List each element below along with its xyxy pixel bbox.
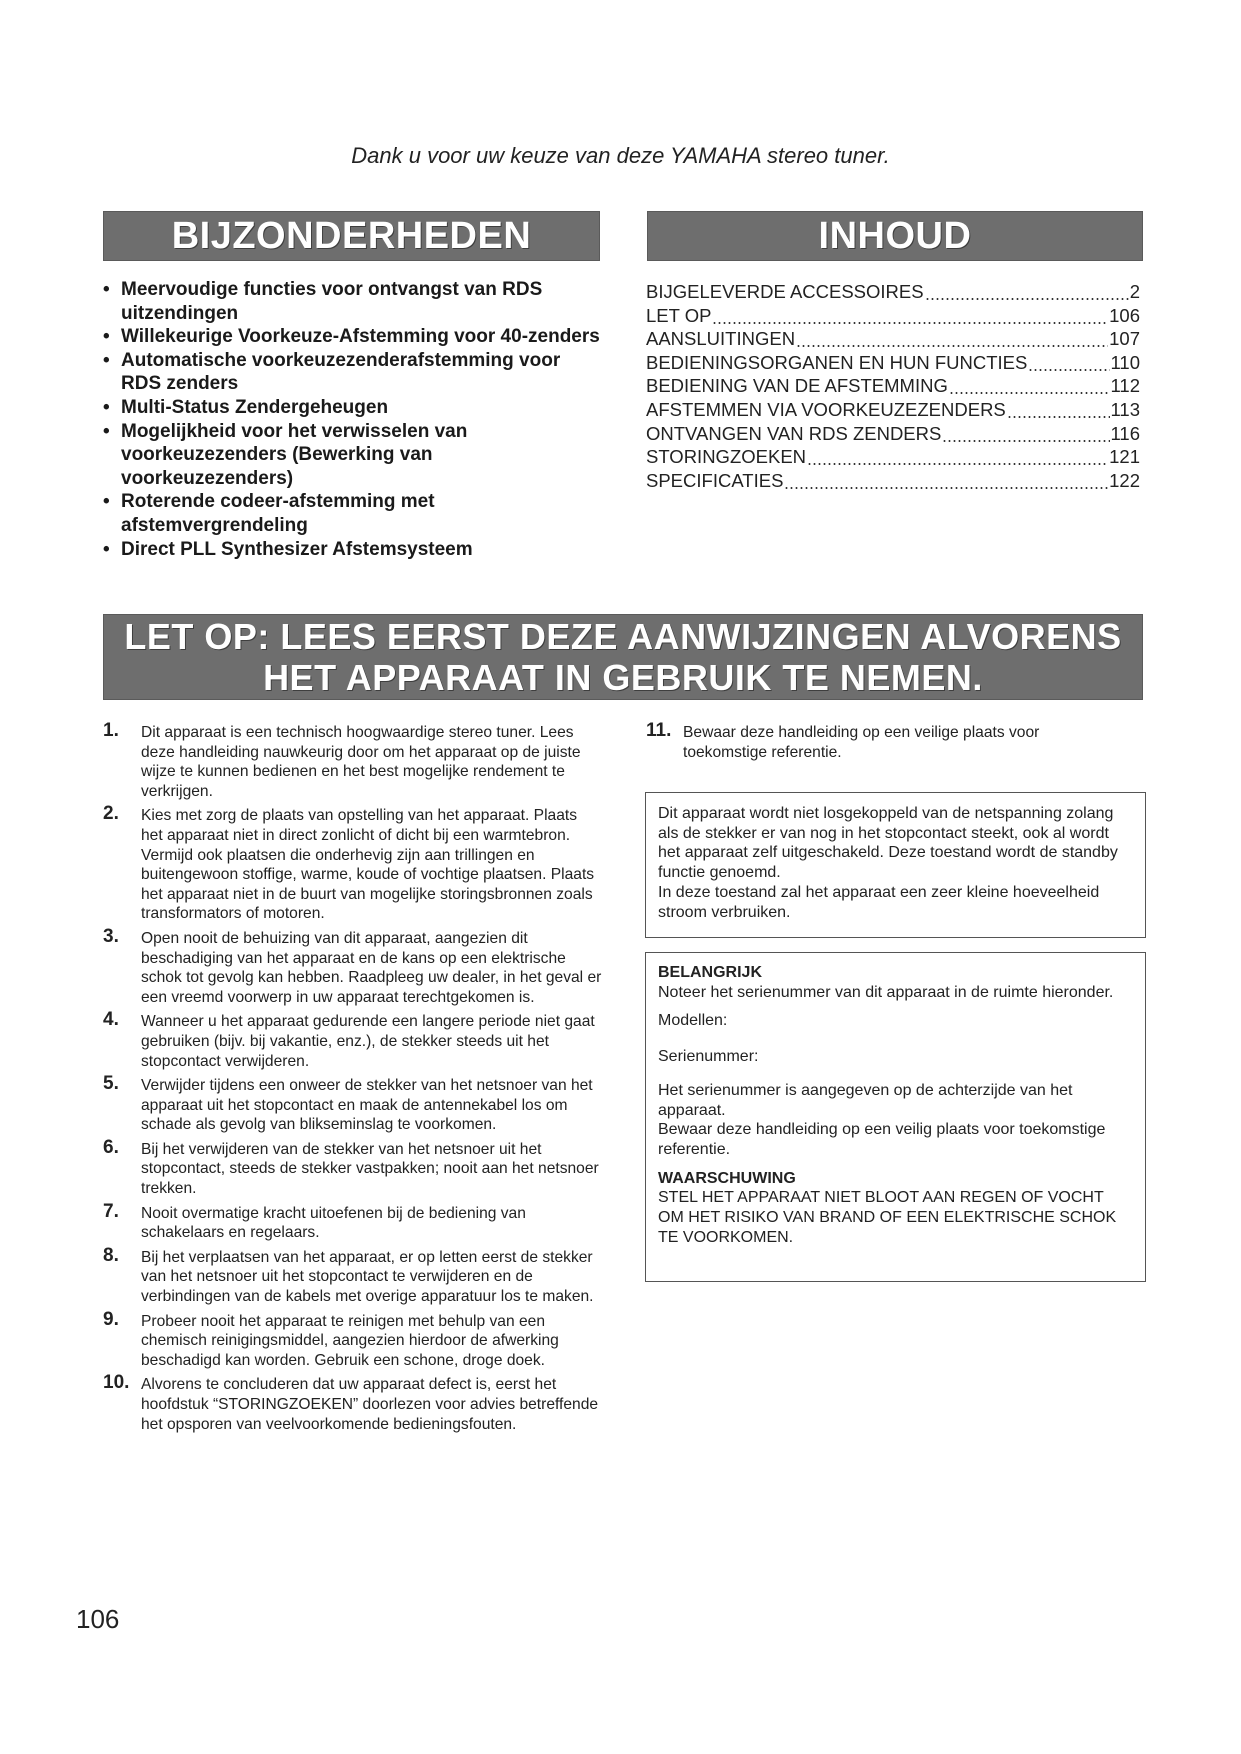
toc-entry-page: 106 (1109, 304, 1140, 326)
toc-leader-dots (807, 445, 1108, 469)
feature-item: • Mogelijkheid voor het verwisselen van voorkeuzezenders (Bewerking van voorkeuzezenders) (103, 420, 603, 491)
caution-item-text: Probeer nooit het apparaat te reinigen met behulp van een chemisch reinigingsmiddel, aangezien hierdoor de afwerking beschadigd kan worden. Gebruik een schone, droge doek. (141, 1312, 559, 1369)
important-notice-box (645, 952, 1146, 1282)
toc-entry-title: LET OP (646, 304, 712, 326)
caution-item-number: 10. (103, 1372, 130, 1394)
caution-item (103, 1308, 603, 1371)
serial-location-text: Het serienummer is aangegeven op de achterzijde van het apparaat. (658, 1081, 1073, 1119)
toc-entry-page: 121 (1109, 446, 1140, 468)
caution-item-text: Dit apparaat is een technisch hoogwaardige stereo tuner. Lees deze handleiding nauwkeurig door om het apparaat op de juiste wijze te kunnen bedienen en het best mogelijke rendement te verkrijgen. (141, 724, 581, 800)
toc-entry[interactable] (646, 469, 1140, 493)
toc-leader-dots (784, 469, 1108, 493)
caution-item-number: 5. (103, 1073, 119, 1095)
caution-item-text: Nooit overmatige kracht uitoefenen bij de bediening van schakelaars en regelaars. (141, 1204, 526, 1242)
toc-entry-page: 122 (1109, 469, 1140, 491)
caution-item-text: Bij het verplaatsen van het apparaat, er op letten eerst de stekker van het netsnoer uit het stopcontact te verwijderen en de verbindingen van de kabels met overige apparatuur los te maken. (141, 1248, 594, 1306)
caution-item (103, 1372, 603, 1434)
caution-item (103, 925, 603, 1007)
caution-heading (103, 614, 1143, 700)
toc-entry-title: ONTVANGEN VAN RDS ZENDERS (646, 422, 942, 444)
caution-item (646, 720, 1126, 762)
keep-manual-text: Bewaar deze handleiding op een veilig plaats voor toekomstige referentie. (658, 1121, 1106, 1158)
caution-item-number: 7. (103, 1200, 119, 1222)
standby-notice-box (645, 792, 1146, 938)
toc-leader-dots (712, 304, 1108, 328)
caution-item (103, 720, 603, 801)
toc-entry-page: 110 (1110, 351, 1140, 373)
toc-leader-dots (796, 327, 1108, 351)
toc-entry-title: BIJGELEVERDE ACCESSOIRES (646, 281, 924, 302)
caution-item-text: Wanneer u het apparaat gedurende een langere periode niet gaat gebruiken (bijv. bij vakantie, enz.), de stekker steeds uit het stopcontact verwijderen. (141, 1013, 595, 1070)
toc-entry-title: SPECIFICATIES (646, 469, 784, 491)
caution-item-number: 11. (646, 720, 672, 741)
toc-entry[interactable] (646, 422, 1140, 446)
caution-item (103, 803, 603, 924)
toc-entry[interactable] (646, 351, 1140, 375)
standby-notice-text: In deze toestand zal het apparaat een zeer kleine hoeveelheid stroom verbruiken. (658, 883, 1100, 921)
caution-item-text: Verwijder tijdens een onweer de stekker van het netsnoer van het apparaat uit het stopcontact en maak de antennekabel los om schade als gevolg van blikseminslag te voorkomen. (141, 1077, 593, 1134)
caution-item-number: 2. (103, 803, 119, 825)
toc-entry[interactable] (646, 398, 1140, 422)
toc-entry-title: BEDIENING VAN DE AFSTEMMING (646, 375, 948, 397)
toc-entry-page: 113 (1110, 398, 1140, 420)
model-label: Modellen: (658, 1012, 728, 1030)
contents-heading: INHOUD (647, 211, 1143, 261)
toc-leader-dots (1007, 398, 1110, 422)
toc-entry[interactable] (646, 327, 1140, 351)
caution-item-number: 6. (103, 1136, 119, 1158)
important-heading: BELANGRIJK (658, 964, 763, 981)
page-number: 106 (76, 1604, 120, 1634)
caution-item (103, 1136, 603, 1199)
caution-item-text: Bij het verwijderen van de stekker van het netsnoer uit het stopcontact, steeds de stekker vastpakken; nooit aan het netsnoer trekken. (141, 1140, 599, 1198)
caution-item-number: 8. (103, 1244, 119, 1266)
warning-heading: WAARSCHUWING (658, 1169, 796, 1187)
caution-item-text: Open nooit de behuizing van dit apparaat, aangezien dit beschadiging van het apparaat en de kans op een elektrische schok tot gevolg kan hebben. Raadpleeg uw dealer, in het geval er een vreemd voorwerp in uw apparaat terechtgekomen is. (141, 929, 602, 1006)
feature-item: • Multi-Status Zendergeheugen (103, 396, 603, 420)
caution-item-number: 4. (103, 1009, 119, 1031)
caution-item-text: Bewaar deze handleiding op een veilige plaats voor toekomstige referentie. (683, 724, 1040, 761)
toc-entry-title: AFSTEMMEN VIA VOORKEUZEZENDERS (646, 398, 1006, 420)
caution-item-number: 9. (103, 1308, 119, 1330)
feature-item: • Roterende codeer-afstemming met afstemvergrendeling (103, 490, 603, 537)
caution-item (103, 1200, 603, 1243)
serial-label: Serienummer: (658, 1048, 759, 1066)
toc-entry-title: BEDIENINGSORGANEN EN HUN FUNCTIES (646, 351, 1028, 373)
caution-heading-line1: LET OP: LEES EERST DEZE AANWIJZINGEN ALVORENS (124, 616, 1122, 657)
caution-heading-line2: HET APPARAAT IN GEBRUIK TE NEMEN. (263, 657, 983, 698)
caution-list-left (103, 720, 603, 1439)
toc-entry-title: STORINGZOEKEN (646, 446, 807, 468)
feature-item: • Automatische voorkeuzezenderafstemming voor RDS zenders (103, 349, 603, 396)
caution-item-number: 1. (103, 720, 119, 741)
features-heading: BIJZONDERHEDEN (103, 211, 600, 261)
toc-leader-dots (1028, 351, 1109, 375)
toc-entry-title: AANSLUITINGEN (646, 328, 796, 350)
toc-entry-page: 116 (1110, 422, 1140, 444)
toc-entry-page: 112 (1110, 375, 1140, 397)
important-intro: Noteer het serienummer van dit apparaat in de ruimte hieronder. (658, 983, 1114, 1001)
feature-item: • Meervoudige functies voor ontvangst van RDS uitzendingen (103, 278, 603, 325)
caution-item (103, 1073, 603, 1135)
toc-entry[interactable] (646, 304, 1140, 328)
feature-item: • Willekeurige Voorkeuze-Afstemming voor 40-zenders (103, 325, 603, 349)
toc-leader-dots (925, 280, 1129, 304)
toc-entry[interactable] (646, 374, 1140, 398)
caution-item-text: Alvorens te concluderen dat uw apparaat defect is, eerst het hoofdstuk “STORINGZOEKEN” doorlezen voor advies betreffende het opsporen van veelvoorkomende bedieningsfouten. (141, 1376, 599, 1433)
caution-list-right (646, 720, 1126, 767)
table-of-contents (646, 280, 1140, 492)
warning-text: STEL HET APPARAAT NIET BLOOT AAN REGEN OF VOCHT OM HET RISIKO VAN BRAND OF EEN ELEKTRISCHE SCHOK TE VOORKOMEN. (658, 1189, 1117, 1246)
toc-entry-page: 2 (1129, 281, 1140, 302)
caution-item (103, 1244, 603, 1307)
caution-item-text: Kies met zorg de plaats van opstelling van het apparaat. Plaats het apparaat niet in direct zonlicht of dicht bij een warmtebron. Vermijd ook plaatsen die onderhevig zijn aan trillingen en buitengewoon stoffige, warme, koude of vochtige plaatsen. Plaats het apparaat niet in de buurt van mogelijke storingsbronnen zoals transformators of motoren. (141, 807, 595, 923)
features-list (103, 278, 603, 561)
toc-leader-dots (949, 374, 1110, 398)
intro-text: Dank u voor uw keuze van deze YAMAHA stereo tuner. (351, 143, 890, 168)
feature-item: • Direct PLL Synthesizer Afstemsysteem (103, 538, 603, 562)
toc-leader-dots (942, 422, 1109, 446)
caution-item-number: 3. (103, 925, 119, 947)
toc-entry[interactable] (646, 445, 1140, 469)
toc-entry-page: 107 (1109, 328, 1140, 350)
caution-item (103, 1009, 603, 1071)
toc-entry[interactable] (646, 280, 1140, 304)
standby-notice-text: Dit apparaat wordt niet losgekoppeld van de netspanning zolang als de stekker er van nog in het stopcontact steekt, ook al wordt het apparaat zelf uitgeschakeld. Deze toestand wordt de standby functie genoemd. (658, 805, 1118, 882)
